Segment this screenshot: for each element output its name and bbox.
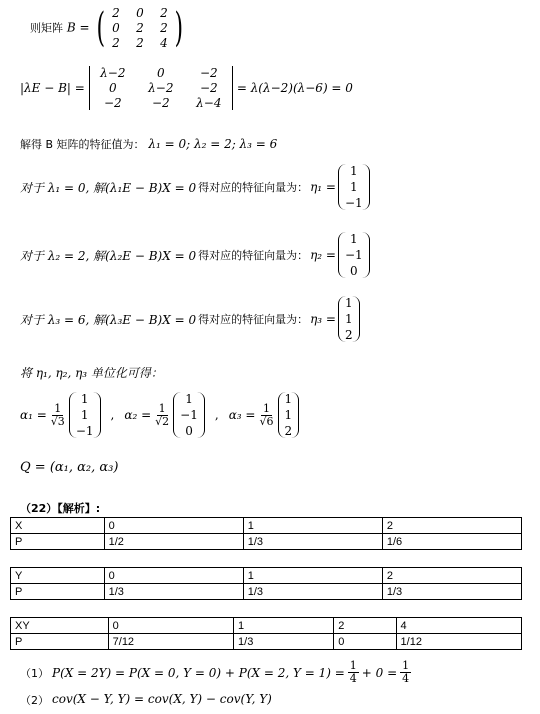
vector-entry: 1 (350, 180, 358, 194)
eig-values: λ₁ = 0; λ₂ = 2; λ₃ = 6 (148, 137, 278, 151)
vector-entry: −1 (344, 196, 363, 210)
vec3-pre: 对于 λ₃ = 6, 解(λ₃E − B)X = 0 (20, 312, 197, 327)
section-header: （22）【解析】: (20, 502, 101, 515)
table-cell: 1 (243, 518, 382, 534)
matrix-b-cell: 4 (160, 36, 168, 50)
vec1-column (338, 164, 370, 210)
vec1-name: η₁ = (310, 180, 336, 194)
eigvec-1-line (20, 164, 370, 210)
det-matrix-cell: λ−2 (148, 81, 174, 95)
det-matrix-cell: λ−2 (100, 66, 126, 80)
vector-entry: −1 (75, 424, 94, 438)
table-cell: X (11, 518, 105, 534)
alpha-name: α₃ = (228, 408, 256, 422)
matrix-b-cell: 2 (160, 21, 168, 35)
det-matrix-cell: −2 (199, 81, 218, 95)
table-cell: Y (11, 568, 105, 584)
table-cell: 2 (334, 618, 396, 634)
det-matrix-cell: −2 (151, 96, 170, 110)
table-cell: 1/3 (243, 534, 382, 550)
ans1-label: （1） (20, 666, 49, 680)
table-cell: 1/3 (382, 584, 521, 600)
ans1-frac-1: $\frac{1}{4}$ (349, 659, 357, 685)
answer-1-line (20, 660, 411, 685)
table-cell: 0 (108, 618, 233, 634)
matrix-b: ( 2 0 2 0 2 2 2 2 4 ) (96, 5, 184, 51)
alpha-name: α₁ = (20, 408, 47, 422)
matrix-b-cell: 2 (112, 6, 120, 20)
vector-entry: −1 (344, 248, 363, 262)
table-cell: 0 (104, 568, 243, 584)
table-row (11, 568, 522, 584)
vec1-mid: 得对应的特征向量为： (198, 181, 309, 194)
vec2-name: η₂ = (310, 248, 336, 262)
table-cell: P (11, 534, 105, 550)
table-row (11, 534, 522, 550)
table-cell: 1/3 (243, 584, 382, 600)
vector-entry: 1 (284, 408, 293, 422)
matrix-b-cell: 2 (136, 36, 144, 50)
alpha-fraction: $\frac{1}{√3}$ (50, 401, 65, 428)
vector-entry: 0 (185, 424, 193, 438)
ans2-expr: cov(X − Y, Y) = cov(X, Y) − cov(Y, Y) (52, 692, 272, 706)
det-matrix (89, 66, 233, 110)
table-cell: 4 (396, 618, 521, 634)
vector-entry: 2 (344, 328, 353, 342)
table-cell: XY (11, 618, 109, 634)
table-cell: 1 (234, 618, 334, 634)
table-cell: P (11, 584, 105, 600)
matrix-b-cell: 2 (160, 6, 168, 20)
eigvec-3-line (20, 296, 360, 342)
ans2-label: （2） (20, 694, 49, 707)
det-lhs: |λE − B| = (20, 81, 85, 95)
matrix-b-cell: 0 (112, 21, 120, 35)
vector-entry: 1 (344, 312, 353, 326)
table-cell: 1/2 (104, 534, 243, 550)
vec1-pre: 对于 λ₁ = 0, 解(λ₁E − B)X = 0 (20, 180, 197, 195)
vec2-pre: 对于 λ₂ = 2, 解(λ₂E − B)X = 0 (20, 248, 197, 263)
ans1-frac-2: $\frac{1}{4}$ (402, 659, 410, 685)
vector-entry: −1 (180, 408, 198, 422)
determinant-line (20, 66, 353, 110)
table-cell: 1/6 (382, 534, 521, 550)
vector-entry: 1 (284, 392, 293, 406)
table-cell: 1/12 (396, 634, 521, 650)
table-cell: 2 (382, 518, 521, 534)
alpha-vector (69, 392, 101, 438)
matrix-b-cell: 2 (136, 21, 144, 35)
table-x-distribution (10, 517, 522, 550)
q-line: Q = (α₁, α₂, α₃) (20, 460, 119, 475)
table-row (11, 618, 522, 634)
unit-text: 将 η₁, η₂, η₃ 单位化可得： (20, 366, 163, 380)
eigvec-2-line (20, 232, 370, 278)
table-cell: 0 (334, 634, 396, 650)
table-y-distribution (10, 567, 522, 600)
alpha-fraction: $\frac{1}{√2}$ (155, 401, 170, 428)
matrix-var: B = (66, 20, 90, 35)
det-matrix-cell: −2 (199, 66, 218, 80)
eig-text: 解得 B 矩阵的特征值为： (20, 138, 145, 151)
table-row (11, 634, 522, 650)
alpha-vector (173, 392, 205, 438)
table-cell: 7/12 (108, 634, 233, 650)
vector-entry: 1 (350, 232, 358, 246)
matrix-b-line (30, 6, 187, 50)
vector-entry: 1 (344, 296, 353, 310)
vec2-mid: 得对应的特征向量为： (198, 249, 309, 262)
vec2-column (338, 232, 370, 278)
table-cell: 0 (104, 518, 243, 534)
det-matrix-cell: −2 (103, 96, 122, 110)
vector-entry: 2 (284, 424, 293, 438)
table-cell: 1 (243, 568, 382, 584)
answer-2-line (20, 692, 272, 708)
vector-entry: 0 (350, 264, 358, 278)
matrix-b-cell: 0 (136, 6, 144, 20)
det-matrix-cell: 0 (109, 81, 117, 95)
unitize-line (20, 364, 163, 381)
matrix-b-cell: 2 (112, 36, 120, 50)
table-xy-distribution (10, 617, 522, 650)
ans1-plus: + 0 = (361, 665, 398, 680)
vec3-name: η₃ = (310, 312, 336, 326)
table-cell: 1/3 (234, 634, 334, 650)
det-rhs: = λ(λ−2)(λ−6) = 0 (236, 81, 353, 95)
table-cell: 2 (382, 568, 521, 584)
table-row (11, 518, 522, 534)
det-matrix-cell: 0 (157, 66, 165, 80)
alpha-vector (278, 392, 300, 438)
table-cell: P (11, 634, 109, 650)
alpha-fraction: $\frac{1}{√6}$ (259, 401, 274, 428)
ans1-expr: P(X = 2Y) = P(X = 0, Y = 0) + P(X = 2, Y = 1) = (52, 665, 345, 680)
vector-entry: 1 (80, 392, 89, 406)
table-row (11, 584, 522, 600)
alpha-name: α₂ = (124, 408, 152, 422)
vec3-column (338, 296, 360, 342)
vector-entry: 1 (80, 408, 89, 422)
alpha-line: α₁ = $\frac{1}{√3}$ 1 1 −1 , α₂ = $\frac{1}{√2}$ 1 −1 0 , α₃ = $\frac{1}{√6}$ 1 1 2 (20, 392, 299, 438)
vector-entry: 1 (350, 164, 358, 178)
table-cell: 1/3 (104, 584, 243, 600)
vec3-mid: 得对应的特征向量为： (198, 313, 309, 326)
eigenvalue-line (20, 136, 277, 152)
matrix-label: 则矩阵 (30, 21, 63, 35)
vector-entry: 1 (185, 392, 193, 406)
det-matrix-cell: λ−4 (196, 96, 222, 110)
